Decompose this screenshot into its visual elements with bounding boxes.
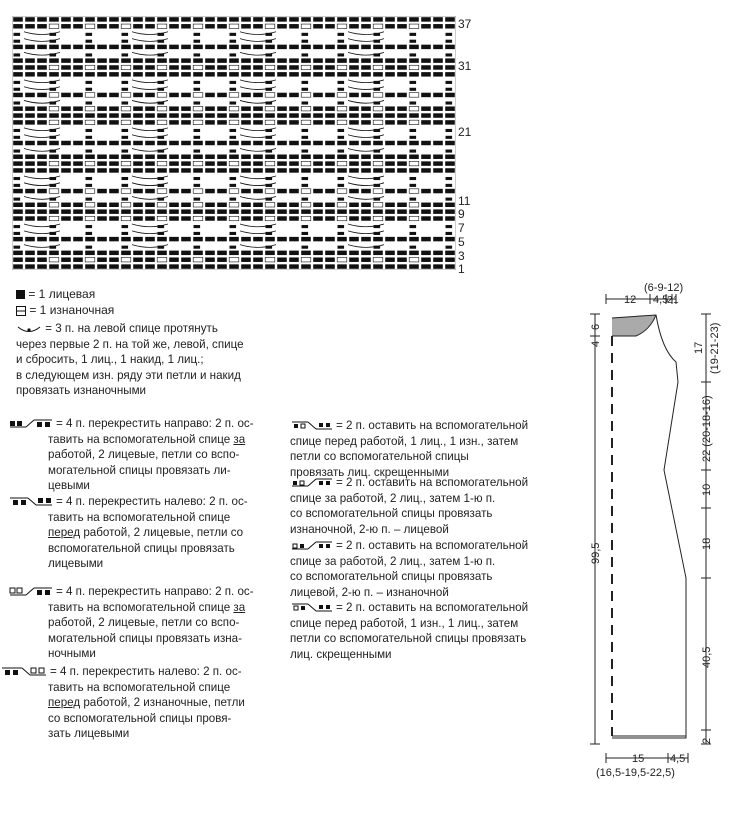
dim-top-sizes: (6-9-12) xyxy=(644,282,684,294)
legend-purl-text: = 1 изнаночная xyxy=(29,303,115,317)
row-number-5: 5 xyxy=(458,235,465,249)
row-number-9: 9 xyxy=(458,207,465,221)
cross-right-4: = 2 п. оставить на вспомогательной спице перед работой, 1 изн., 1 лиц., затем петли со вспомогательной спицы провязать лиц. скрещенными xyxy=(290,601,529,661)
row-number-7: 7 xyxy=(458,221,465,235)
dim-right-17b: (19-21-23) xyxy=(709,322,721,374)
cross-left-2: = 4 п. перекрестить налево: 2 п. ос- тавить на вспомогательной спице перед работой, 2 лицевые, петли со вспомогательной спицы провязать лицевыми xyxy=(8,494,278,572)
row-number-31: 31 xyxy=(458,59,472,73)
dim-top-45: 4,5 xyxy=(653,294,669,306)
cross-right-2: = 2 п. оставить на вспомогательной спице за работой, 2 лиц., затем 1-ю п. со вспомогательной спицы провязать изнаночной, 2-ю п. – лицевой xyxy=(290,476,529,536)
dim-right-22: 22 (20-18-16) xyxy=(701,395,713,462)
dim-right-18: 18 xyxy=(701,537,713,550)
row-number-1: 1 xyxy=(458,262,465,276)
dim-left-6: 6 xyxy=(590,323,602,330)
cross-right-3: = 2 п. оставить на вспомогательной спице за работой, 2 лиц., затем 1-ю п. со вспомогательной спицы провязать лицевой, 2-ю п. – изнаночной xyxy=(290,539,529,599)
row-number-37: 37 xyxy=(458,17,472,31)
legend-special: = 3 п. на левой спице протянуть через первые 2 п. на той же, левой, спице и сбросить, 1 лиц., 1 накид, 1 лиц.; в следующем изн. ряду эти петли и накид провязать изнаночными xyxy=(16,322,244,398)
row-number-11: 11 xyxy=(458,194,471,208)
cross-left-1: = 4 п. перекрестить направо: 2 п. ос- тавить на вспомогательной спице за работой, 2 лицевые, петли со вспо- могательной спицы провязать ли- цевыми xyxy=(8,416,278,494)
dim-top-12: 12 xyxy=(624,294,637,306)
dim-bottom-15: 15 xyxy=(632,753,645,765)
dim-left-total: 99,5 xyxy=(590,542,602,564)
cross-right-1: = 2 п. оставить на вспомогательной спице перед работой, 1 лиц., 1 изн., затем петли со вспомогательной спицы провязать лиц. скрещенными xyxy=(290,419,529,479)
dim-bottom-45: 4,5 xyxy=(670,753,686,765)
dim-top-2: 2 xyxy=(667,295,673,306)
dim-bottom-sizes: (16,5-19,5-22,5) xyxy=(596,767,675,779)
dim-right-17: 17 xyxy=(693,341,705,354)
cross-left-3: = 4 п. перекрестить направо: 2 п. ос- тавить на вспомогательной спице за работой, 2 лицевые, петли со вспо- могательной спицы провязать изна- ночными xyxy=(8,584,278,662)
garment-outline xyxy=(612,315,686,738)
dim-right-10: 10 xyxy=(701,483,713,496)
cross-left-4: = 4 п. перекрестить налево: 2 п. ос- тавить на вспомогательной спице перед работой, 2 изнаночные, петли со вспомогательной спицы провя- зать лицевыми xyxy=(0,664,280,742)
dim-top-1: 1 xyxy=(673,295,679,306)
dim-left-4: 4 xyxy=(590,340,602,347)
dim-right-2: 2 xyxy=(701,737,713,744)
row-number-21: 21 xyxy=(458,125,472,139)
dim-right-405: 40,5 xyxy=(701,646,713,668)
legend-knit-text: = 1 лицевая xyxy=(28,287,96,301)
row-number-3: 3 xyxy=(458,249,465,263)
